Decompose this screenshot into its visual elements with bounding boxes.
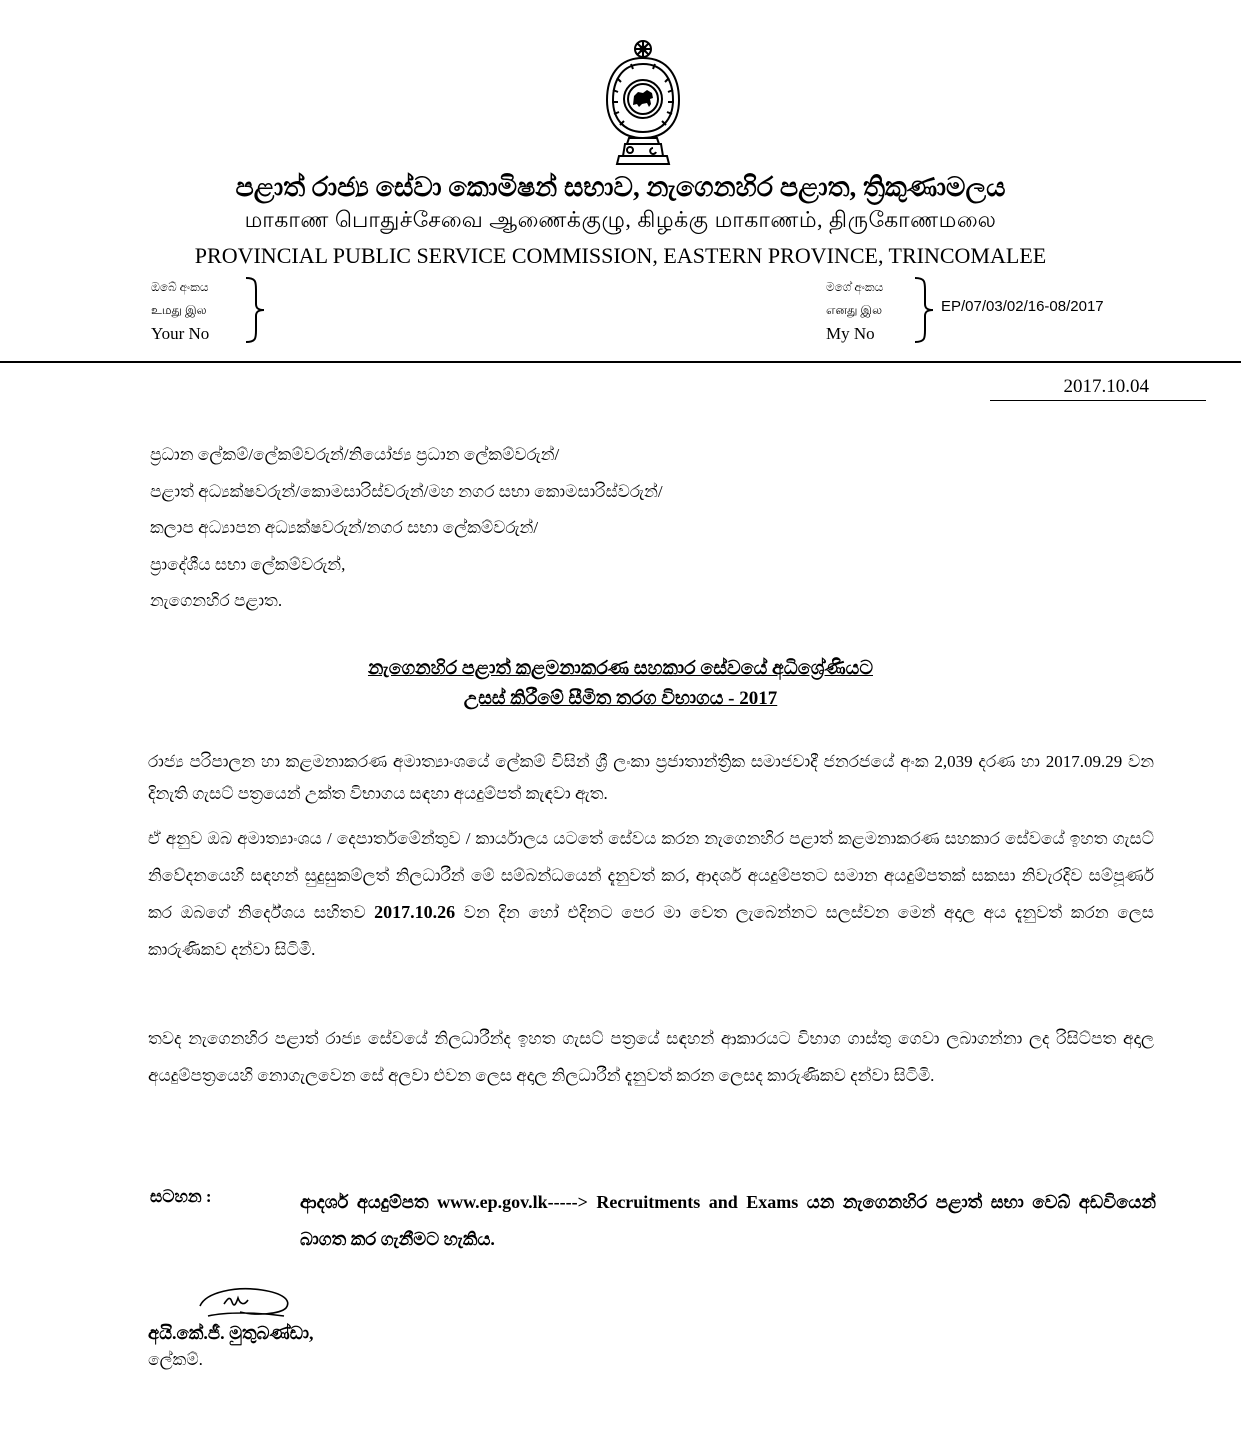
- subject-line-2: උසස් කිරීමේ සීමිත තරග විභාගය - 2017: [463, 688, 778, 709]
- deadline-date: 2017.10.26: [374, 902, 456, 922]
- header-divider: [0, 361, 1241, 363]
- recipient-line: පළාත් අධ්‍යක්ෂවරුන්/කොමසාරිස්වරුන්/මහ නගර සභා කොමසාරිස්වරුන්/: [150, 481, 663, 501]
- signatory-name: අයි.කේ.ජී. මුතුබණ්ඩා,: [148, 1323, 314, 1343]
- body-paragraph-2-before: ඒ අනුව ඔබ අමාත්‍යාංශය / දෙපාර්තමේන්තුව / කාර්යාලය යටතේ සේවය කරන නැගෙනහිර පළාත් කළමනාකරණ සහකාර සේවයේ ඉහත ගැසට් නිවේදනයෙහි සඳහන් සුදුසුකම්ලත් නිලධාරීන් මේ සම්බන්ධයෙන් දැනුවත් කර, ආදර්ශ අයදුම්පතට සමාන අයදුම්පතක් සකසා නිවැරදිව සම්පූර්ණ කර ඔබගේ නිර්දේශය සහිතව: [148, 829, 1154, 922]
- my-no-label: [826, 276, 883, 345]
- signatory-title: ලේකම්.: [148, 1350, 203, 1369]
- recipients-block: [150, 437, 663, 620]
- your-no-sinhala: ඔබේ අංකය: [151, 280, 209, 294]
- org-name-tamil: மாகாண பொதுச்சேவை ஆணைக்குழு, கிழக்கு மாகாணம், திருகோணமலை: [244, 207, 997, 232]
- letter-date: [990, 376, 1206, 401]
- org-name-sinhala: පළාත් රාජ්‍ය සේවා කොමිෂන් සභාව, නැගෙනහිර පළාත, ත්‍රිකුණාමලය: [235, 172, 1006, 202]
- your-no-english: Your No: [151, 324, 210, 343]
- recipient-line: ප්‍රධාන ලේකම්/ලේකම්වරුන්/නියෝජ්‍ය ප්‍රධාන ලේකම්වරුන්/: [150, 445, 560, 464]
- letter-date-text: 2017.10.04: [1063, 376, 1149, 397]
- subject-heading: [0, 654, 1241, 714]
- body-paragraph-2-after: වන දින හෝ එදිනට පෙර මා වෙත ලැබෙන්නට සලස්වන මෙන් අදාල අය දැනුවත් කරන ලෙස කාරුණිකව දන්වා සිටිමි.: [148, 903, 1154, 959]
- right-brace-icon: [913, 276, 935, 344]
- body-paragraph-2: [148, 820, 1154, 968]
- your-no-tamil: உமது இல: [151, 303, 207, 317]
- note-text: ආදර්ශ අයදුම්පත www.ep.gov.lk-----> Recruitments and Exams යන නැගෙනහිර පළාත් සභා වෙබ් අඩවියෙන් බාගත කර ගැනීමට හැකිය.: [300, 1192, 1156, 1249]
- handwritten-signature-icon: [196, 1282, 296, 1322]
- recipient-line: ප්‍රාදේශීය සභා ලේකම්වරුන්,: [150, 554, 346, 574]
- body-paragraph-1: රාජ්‍ය පරිපාලන හා කළමනාකරණ අමාත්‍යාංශයේ ලේකම් විසින් ශ්‍රී ලංකා ප්‍රජාතාන්ත්‍රික සමාජවාදී ජනරජයේ අංක 2,039 දරණ හා 2017.09.29 වන දිනැති ගැසට් පත්‍රයෙන් උක්ත විභාගය සඳහා අයදුම්පත් කැඳවා ඇත.: [148, 752, 1154, 803]
- my-no-value: EP/07/03/02/16-08/2017: [941, 298, 1104, 315]
- my-no-english: My No: [826, 324, 875, 343]
- my-no-tamil: எனது இல: [826, 303, 883, 317]
- sri-lanka-emblem-icon: [603, 38, 683, 166]
- recipient-line: කලාප අධ්‍යාපන අධ්‍යක්ෂවරුන්/නගර සභා ලේකම්වරුන්/: [150, 518, 539, 537]
- subject-line-1: නැගෙනහිර පළාත් කළමනාකරණ සහකාර සේවයේ අධිශ්‍රේණියට: [367, 658, 873, 679]
- body-paragraph-3: තවද නැගෙනහිර පළාත් රාජ්‍ය සේවයේ නිලධාරීන්ද ඉහත ගැසට් පත්‍රයේ සඳහන් ආකාරයට විභාග ගාස්තු ගෙවා ලබාගන්නා ලද රිසිට්පත අදාල අයදුම්පත්‍රයෙහි නොගැලවෙන සේ අලවා එවන ලෙස අදාල නිලධාරීන් දැනුවත් කරන ලෙසද කාරුණිකව දන්වා සිටිමි.: [148, 1029, 1154, 1085]
- my-no-sinhala: මගේ අංකය: [826, 280, 884, 294]
- note-label: සටහන :: [150, 1187, 212, 1206]
- recipient-line: නැගෙනහිර පළාත.: [150, 591, 283, 610]
- right-brace-icon: [244, 276, 266, 344]
- your-no-label: [151, 276, 209, 345]
- org-name-english: PROVINCIAL PUBLIC SERVICE COMMISSION, EASTERN PROVINCE, TRINCOMALEE: [194, 243, 1047, 268]
